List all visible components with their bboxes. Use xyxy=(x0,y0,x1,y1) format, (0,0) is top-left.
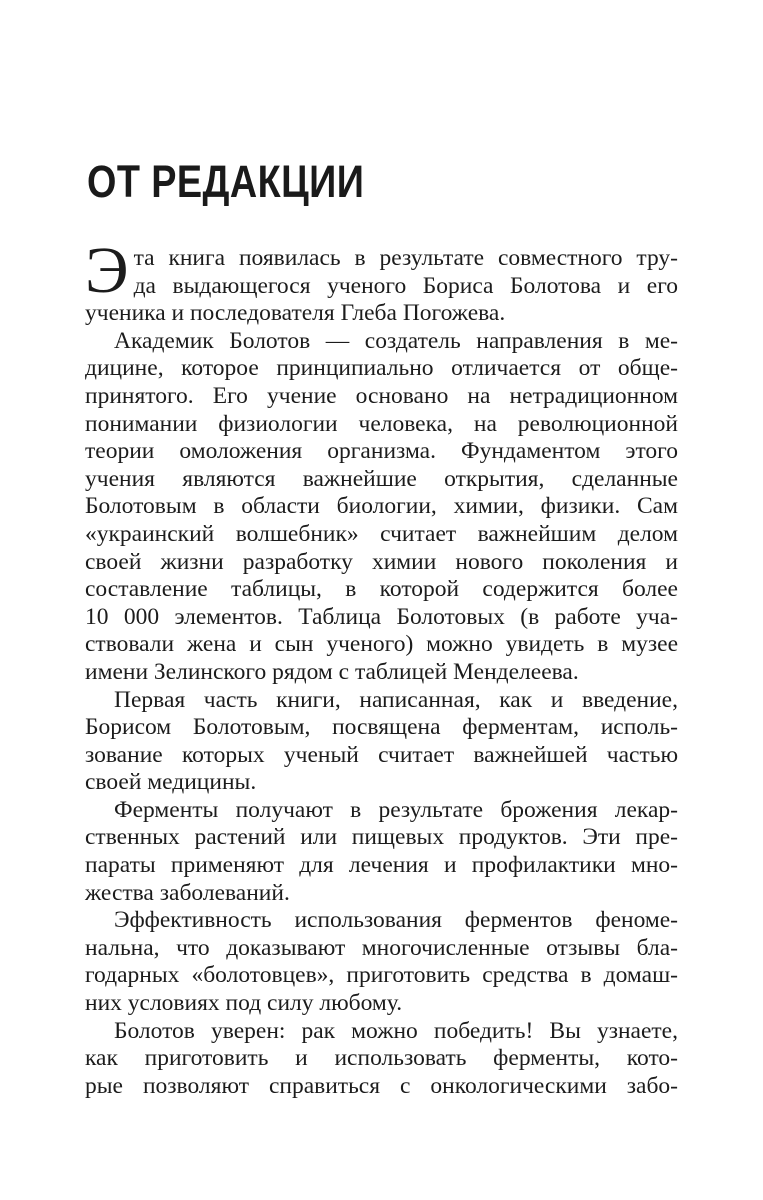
text-line: 10 000 элементов. Таблица Болотовых (в работе уча- xyxy=(85,603,678,630)
text-line: Первая часть книги, написанная, как и введение, xyxy=(114,686,678,713)
text-line: принятого. Его учение основано на нетрадиционном xyxy=(85,382,678,409)
paragraph xyxy=(85,1018,678,1101)
text-line: понимании физиологии человека, на революционной xyxy=(85,410,678,437)
text-line: Болотовым в области биологии, химии, физики. Сам xyxy=(85,493,678,520)
text-line: годарных «болотовцев», приготовить средства в домаш- xyxy=(85,962,678,989)
text-line: нальна, что доказывают многочисленные отзывы бла- xyxy=(85,934,678,961)
article-body xyxy=(85,234,678,1100)
page-title: ОТ РЕДАКЦИИ xyxy=(87,156,365,208)
text-line: жества заболеваний. xyxy=(85,879,290,906)
text-line: «украинский волшебник» считает важнейшим делом xyxy=(85,520,678,547)
text-line: своей медицины. xyxy=(85,769,257,796)
paragraph xyxy=(85,797,678,907)
text-line: рые позволяют справиться с онкологическими забо- xyxy=(85,1072,678,1099)
text-line: ственных растений или пищевых продуктов. Эти пре- xyxy=(85,824,678,851)
text-line: та книга появилась в результате совместного тру- xyxy=(133,245,678,271)
text-line: своей жизни разработку химии нового поколения и xyxy=(85,548,678,575)
text-line: параты применяют для лечения и профилактики мно- xyxy=(85,852,678,879)
paragraph xyxy=(85,687,678,797)
text-line: имени Зелинского рядом с таблицей Менделеева. xyxy=(85,658,579,685)
paragraph xyxy=(85,907,678,1017)
dropcap-letter: Э xyxy=(85,234,129,307)
paragraph xyxy=(85,328,678,687)
text-line: учения являются важнейшие открытия, сделанные xyxy=(85,465,678,492)
text-line: Академик Болотов — создатель направления в ме- xyxy=(114,327,678,354)
text-line: Ферменты получают в результате брожения лекар- xyxy=(114,796,678,823)
text-line: них условиях под силу любому. xyxy=(85,990,403,1017)
text-line: да выдающегося ученого Бориса Болотова и его xyxy=(133,272,678,299)
text-line: зование которых ученый считает важнейшей частью xyxy=(85,741,678,768)
text-line: Эффективность использования ферментов феноме- xyxy=(114,907,678,934)
text-line: ученика и последователя Глеба Погожева. xyxy=(85,300,506,327)
text-line: Болотов уверен: рак можно победить! Вы узнаете, xyxy=(114,1017,678,1044)
text-line: теории омоложения организма. Фундаментом этого xyxy=(85,438,678,465)
text-line: дицине, которое принципиально отличается от обще- xyxy=(85,355,678,382)
text-line: составление таблицы, в которой содержится более xyxy=(85,576,678,603)
text-line: как приготовить и использовать ферменты, кото- xyxy=(85,1045,678,1072)
paragraph xyxy=(85,234,678,328)
text-line: Борисом Болотовым, посвящена ферментам, исполь- xyxy=(85,714,678,741)
text-line: ствовали жена и сын ученого) можно увидеть в музее xyxy=(85,631,678,658)
